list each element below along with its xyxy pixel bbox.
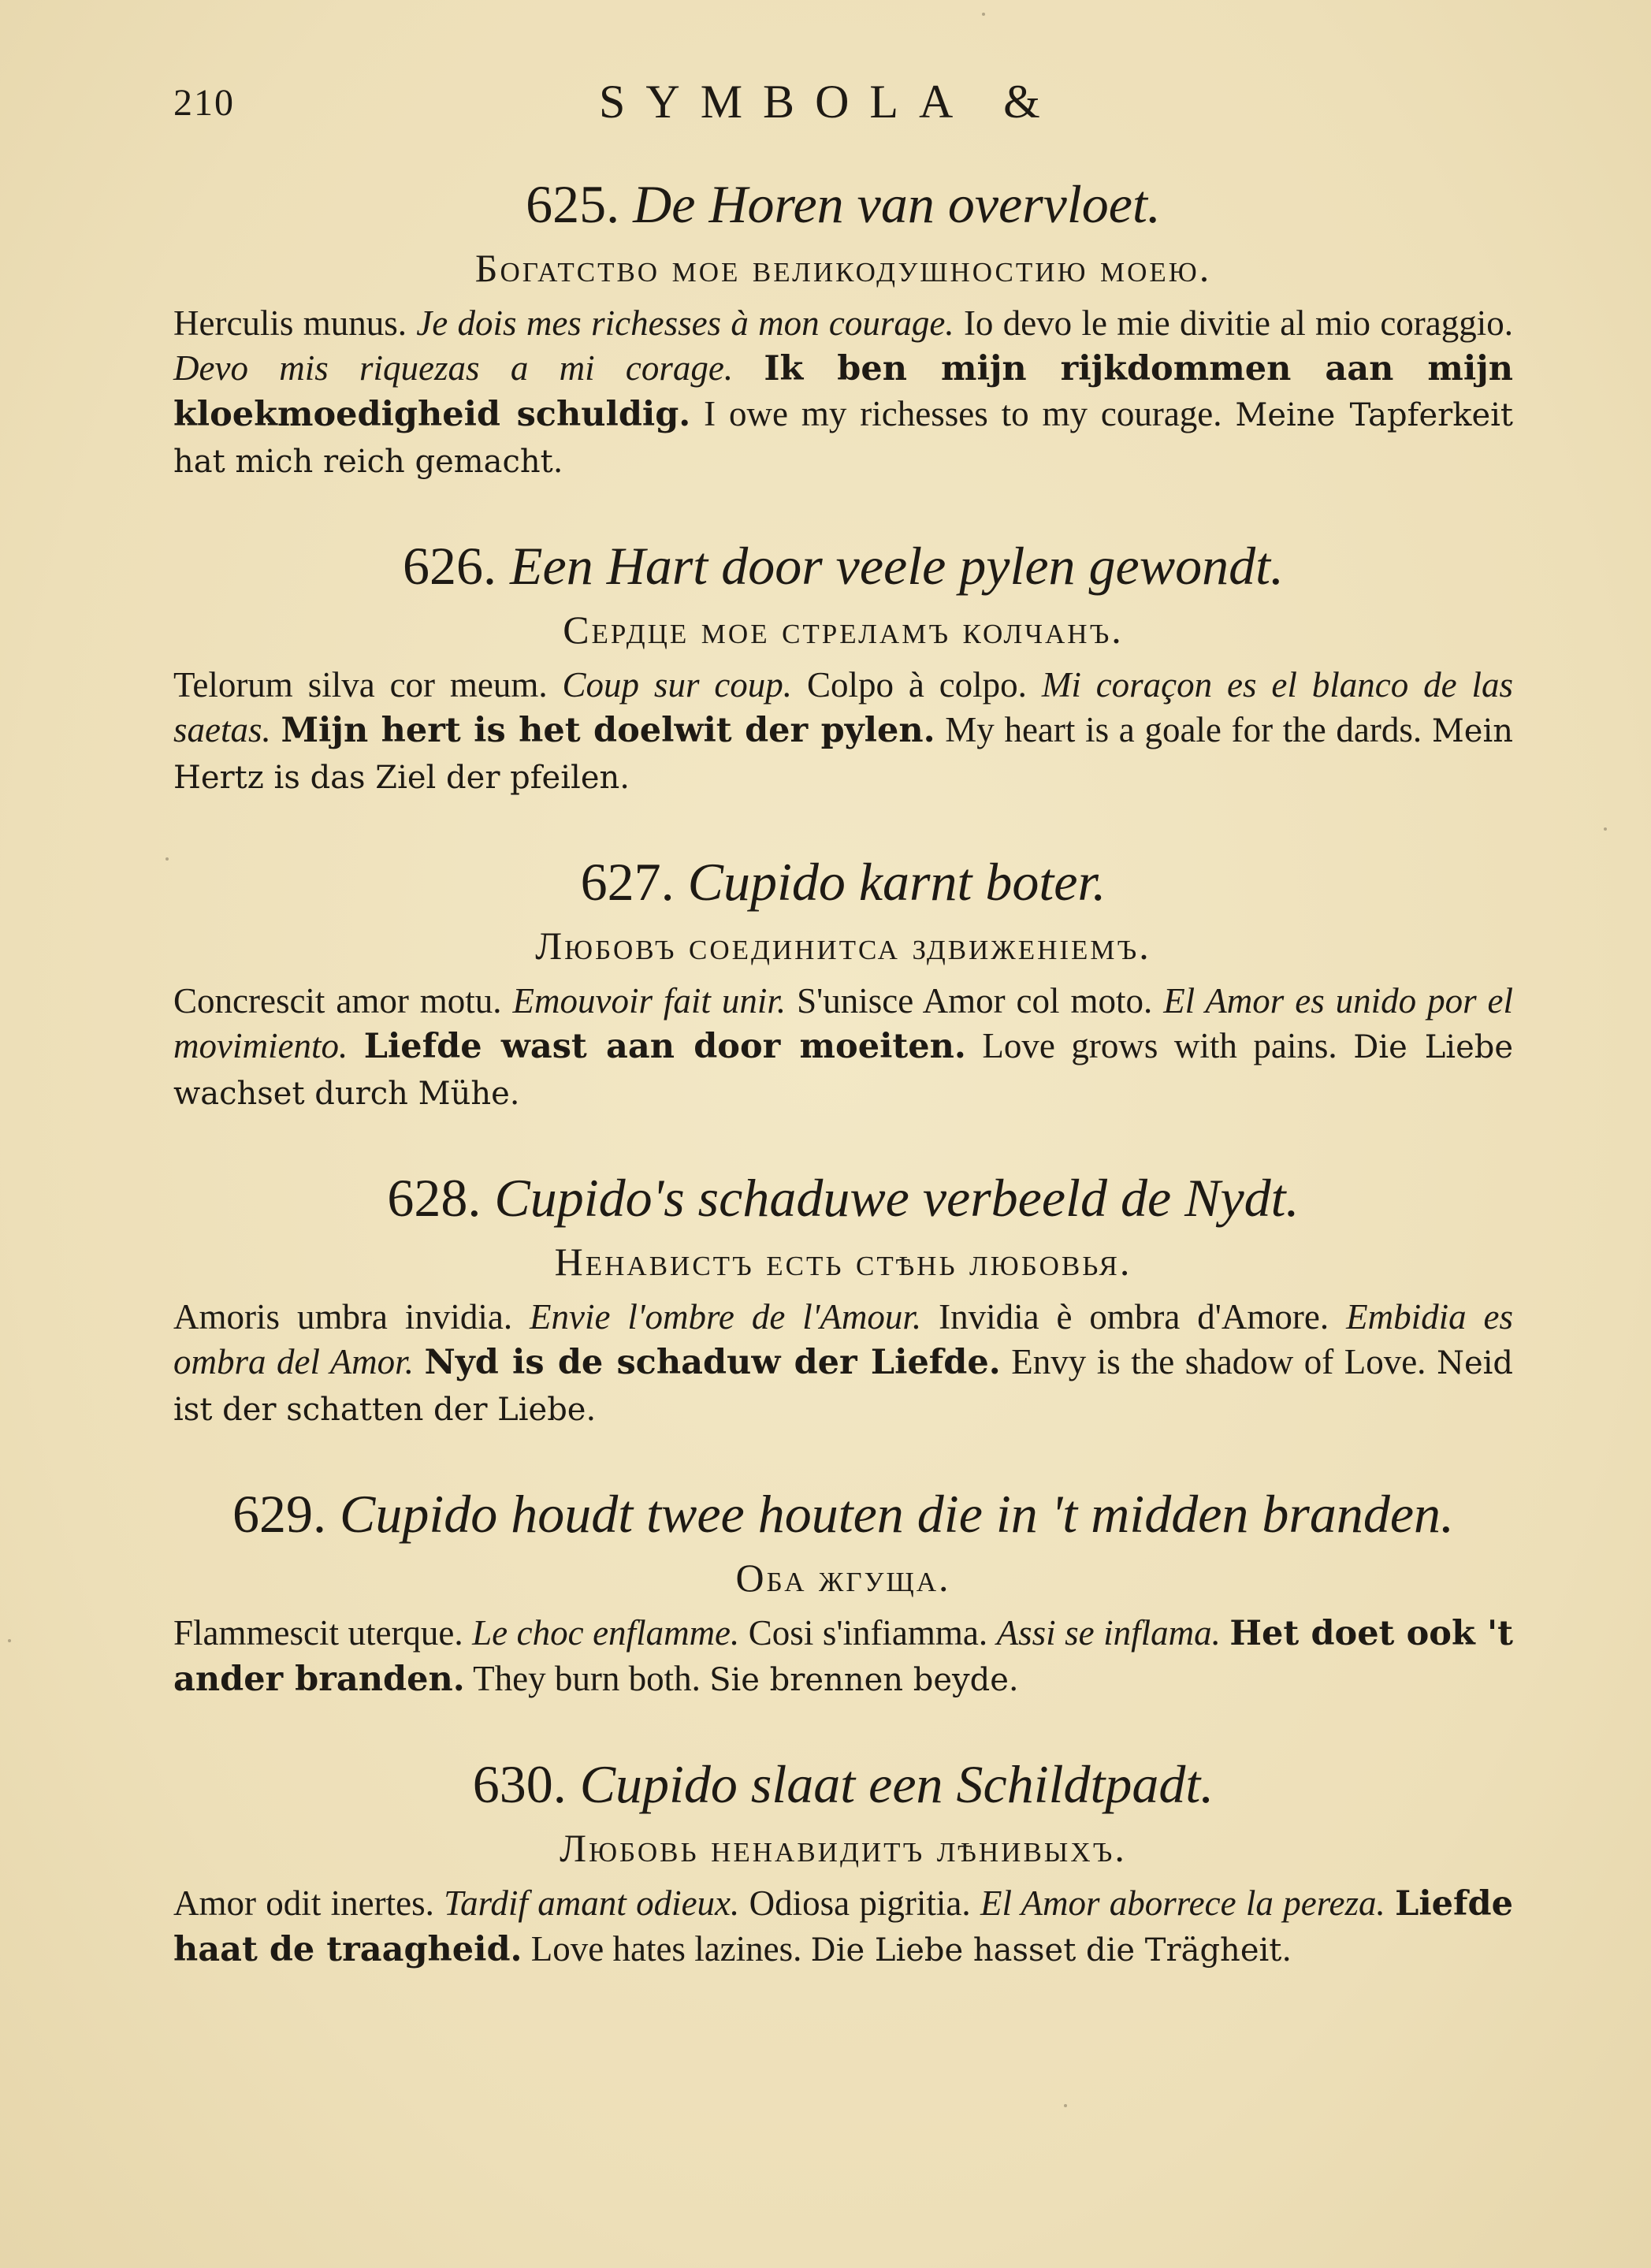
entry-number: 627. [580, 852, 675, 912]
english-motto: Love hates lazines. [530, 1929, 802, 1969]
german-motto: Neid ist der schatten der Liebe. [173, 1345, 1514, 1428]
dutch-motto: Nyd is de schaduw der Liefde. [424, 1343, 1001, 1382]
dutch-motto: Het doet ook 't ander branden. [173, 1614, 1514, 1699]
dutch-motto: Liefde wast aan door moeiten. [363, 1027, 966, 1066]
french-motto: Emouvoir fait unir. [512, 981, 786, 1021]
entry-translations [173, 301, 1513, 485]
italian-motto: S'unisce Amor col moto. [797, 981, 1153, 1021]
english-motto: I owe my richesses to my courage. [704, 394, 1222, 433]
entry-630 [173, 1752, 1513, 1973]
french-motto: Je dois mes richesses à mon courage. [416, 303, 954, 343]
spanish-motto: El Amor es unido por el movimiento. [173, 981, 1514, 1065]
german-motto: Mein Hertz is das Ziel der pfeilen. [173, 713, 1514, 796]
entry-dutch-title: Een Hart door veele pylen gewondt. [510, 536, 1284, 596]
german-motto: Sie brennen beyde. [709, 1662, 1019, 1698]
italian-motto: Io devo le mie divitie al mio coraggio. [963, 303, 1514, 343]
entry-626 [173, 534, 1513, 801]
latin-motto: Herculis munus. [173, 303, 407, 343]
entry-title [173, 1752, 1513, 1816]
entry-dutch-title: Cupido slaat een Schildtpadt. [579, 1754, 1214, 1814]
entry-dutch-title: Cupido houdt twee houten die in 't midden branden. [339, 1484, 1455, 1544]
german-motto: Die Liebe hasset die Trägheit. [810, 1932, 1292, 1969]
entry-dutch-title: De Horen van overvloet. [633, 174, 1161, 234]
entry-russian-motto: Сердце мое стреламъ колчанъ. [563, 608, 1124, 652]
entry-translations [173, 663, 1513, 801]
entry-625 [173, 172, 1513, 485]
entry-russian-motto: Любовъ соединитса здвиженіемъ. [535, 924, 1151, 968]
paper-speck [165, 857, 169, 861]
spanish-motto: Embidia es ombra del Amor. [173, 1297, 1514, 1381]
spanish-motto: El Amor aborrece la pereza. [980, 1883, 1385, 1923]
italian-motto: Invidia è ombra d'Amore. [939, 1297, 1329, 1337]
entry-627 [173, 850, 1513, 1117]
latin-motto: Concrescit amor motu. [173, 981, 502, 1021]
entry-title [173, 850, 1513, 914]
french-motto: Tardif amant odieux. [444, 1883, 740, 1923]
paper-speck [8, 1639, 11, 1642]
french-motto: Coup sur coup. [562, 665, 793, 705]
entry-russian-motto: Богатство мое великодушностию моею. [474, 246, 1212, 290]
paper-speck [982, 13, 985, 16]
emblem-entries [173, 172, 1513, 2022]
spanish-motto: Assi se inflama. [996, 1613, 1221, 1653]
entry-dutch-title: Cupido's schaduwe verbeeld de Nydt. [494, 1168, 1300, 1228]
italian-motto: Odiosa pigritia. [749, 1883, 971, 1923]
english-motto: They burn both. [473, 1659, 701, 1698]
entry-dutch-title: Cupido karnt boter. [687, 852, 1106, 912]
entry-number: 630. [472, 1754, 567, 1814]
english-motto: Love grows with pains. [982, 1026, 1337, 1065]
entry-number: 625. [526, 174, 620, 234]
paper-speck [1604, 827, 1607, 831]
spanish-motto: Devo mis riquezas a mi corage. [173, 348, 734, 388]
entry-number: 626. [403, 536, 497, 596]
entry-russian-motto: Ненавистъ есть стѣнь любовья. [554, 1240, 1132, 1284]
english-motto: Envy is the shadow of Love. [1011, 1342, 1426, 1381]
french-motto: Envie l'ombre de l'Amour. [530, 1297, 922, 1337]
entry-number: 628. [387, 1168, 482, 1228]
entry-translations [173, 979, 1513, 1117]
latin-motto: Telorum silva cor meum. [173, 665, 548, 705]
dutch-motto: Mijn hert is het doelwit der pylen. [281, 711, 935, 750]
spanish-motto: Mi coraçon es el blanco de las saetas. [173, 665, 1514, 749]
entry-title [173, 172, 1513, 236]
entry-russian-motto: Оба жгуща. [735, 1556, 951, 1600]
entry-title [173, 1166, 1513, 1230]
entry-title [173, 534, 1513, 598]
dutch-motto: Ik ben mijn rijkdommen aan mijn kloekmoedigheid schuldig. [173, 349, 1514, 434]
french-motto: Le choc enflamme. [472, 1613, 740, 1653]
german-motto: Die Liebe wachset durch Mühe. [173, 1029, 1514, 1112]
entry-translations [173, 1881, 1513, 1973]
entry-629 [173, 1482, 1513, 1703]
latin-motto: Amor odit inertes. [173, 1883, 434, 1923]
entry-title [173, 1482, 1513, 1546]
german-motto: Meine Tapferkeit hat mich reich gemacht. [173, 397, 1514, 480]
italian-motto: Cosi s'infiamma. [748, 1613, 988, 1653]
page-header [165, 75, 1505, 138]
english-motto: My heart is a goale for the dards. [945, 710, 1422, 749]
latin-motto: Flammescit uterque. [173, 1613, 463, 1653]
italian-motto: Colpo à colpo. [806, 665, 1027, 705]
running-title: SYMBOLA & [599, 76, 1061, 128]
entry-628 [173, 1166, 1513, 1433]
paper-speck [1064, 2104, 1067, 2107]
dutch-motto: Liefde haat de traagheid. [173, 1884, 1513, 1969]
latin-motto: Amoris umbra invidia. [173, 1297, 513, 1337]
entry-russian-motto: Любовь ненавидитъ лѣнивыхъ. [560, 1826, 1127, 1870]
page-number: 210 [173, 82, 235, 124]
entry-translations [173, 1611, 1513, 1703]
entry-translations [173, 1295, 1513, 1433]
entry-number: 629. [232, 1484, 326, 1544]
